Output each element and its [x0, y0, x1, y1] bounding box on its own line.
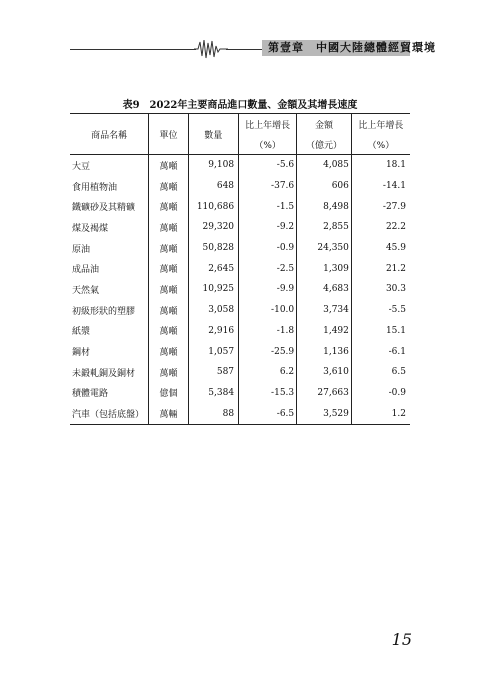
cell-unit: 萬噸 — [149, 279, 188, 300]
cell-amount: 3,610 — [297, 362, 352, 383]
cell-growth-qty: -1.8 — [239, 321, 297, 342]
cell-growth-amt: 30.3 — [351, 279, 410, 300]
header-growth-qty-unit: （%） — [239, 134, 297, 155]
table-row — [70, 321, 410, 342]
cell-growth-qty: -37.6 — [239, 176, 297, 197]
table-row — [70, 383, 410, 404]
cell-unit: 萬噸 — [149, 176, 188, 197]
cell-growth-qty: 6.2 — [239, 362, 297, 383]
cell-quantity: 5,384 — [188, 383, 238, 404]
cell-quantity: 2,916 — [188, 321, 238, 342]
chapter-title: 第壹章 中國大陸總體經貿環境 — [262, 40, 410, 56]
table-row — [70, 217, 410, 238]
table-row — [70, 176, 410, 197]
cell-growth-qty: -10.0 — [239, 300, 297, 321]
cell-growth-amt: -5.5 — [351, 300, 410, 321]
cell-growth-amt: -27.9 — [351, 196, 410, 217]
import-table — [70, 113, 410, 425]
table-row — [70, 238, 410, 259]
cell-quantity: 110,686 — [188, 196, 238, 217]
cell-growth-amt: 6.5 — [351, 362, 410, 383]
table-row — [70, 196, 410, 217]
cell-growth-amt: 18.1 — [351, 155, 410, 176]
cell-name: 初級形狀的塑膠 — [72, 306, 136, 317]
table-caption: 表9 2022年主要商品進口數量、金額及其增長速度 — [122, 100, 358, 111]
cell-name: 紙漿 — [72, 327, 91, 338]
header-rule-left — [70, 49, 196, 50]
cell-growth-qty: -5.6 — [239, 155, 297, 176]
header-rule-right — [226, 49, 262, 50]
cell-amount: 24,350 — [297, 238, 352, 259]
cell-name: 未鍛軋銅及銅材 — [72, 368, 136, 379]
header-growth-qty: 比上年增長 — [239, 114, 297, 135]
cell-growth-amt: 15.1 — [351, 321, 410, 342]
cell-quantity: 50,828 — [188, 238, 238, 259]
cell-unit: 萬噸 — [149, 155, 188, 176]
cell-growth-qty: -1.5 — [239, 196, 297, 217]
cell-quantity: 9,108 — [188, 155, 238, 176]
cell-growth-qty: -6.5 — [239, 403, 297, 424]
cell-quantity: 29,320 — [188, 217, 238, 238]
cell-unit: 萬噸 — [149, 217, 188, 238]
cell-unit: 萬噸 — [149, 258, 188, 279]
header-growth-amt: 比上年增長 — [351, 114, 410, 135]
cell-quantity: 587 — [188, 362, 238, 383]
header-growth-amt-unit: （%） — [351, 134, 410, 155]
cell-growth-amt: 45.9 — [351, 238, 410, 259]
cell-unit: 萬噸 — [149, 196, 188, 217]
cell-name: 積體電路 — [72, 389, 109, 400]
table-row — [70, 279, 410, 300]
header-quantity: 數量 — [188, 114, 238, 155]
cell-amount: 8,498 — [297, 196, 352, 217]
table-body — [70, 155, 410, 425]
table-row — [70, 403, 410, 424]
cell-growth-amt: -6.1 — [351, 341, 410, 362]
cell-name: 原油 — [72, 244, 91, 255]
cell-amount: 4,683 — [297, 279, 352, 300]
cell-growth-qty: -15.3 — [239, 383, 297, 404]
header-unit: 單位 — [149, 114, 188, 155]
cell-growth-qty: -9.9 — [239, 279, 297, 300]
cell-growth-qty: -9.2 — [239, 217, 297, 238]
cell-amount: 4,085 — [297, 155, 352, 176]
cell-amount: 3,734 — [297, 300, 352, 321]
cell-quantity: 88 — [188, 403, 238, 424]
cell-name: 成品油 — [72, 265, 100, 276]
cell-amount: 1,492 — [297, 321, 352, 342]
cell-name: 鐵礦砂及其精礦 — [72, 203, 136, 214]
cell-growth-amt: 22.2 — [351, 217, 410, 238]
cell-amount: 2,855 — [297, 217, 352, 238]
cell-quantity: 2,645 — [188, 258, 238, 279]
table-row — [70, 341, 410, 362]
cell-name: 鋼材 — [72, 348, 91, 359]
cell-growth-qty: -2.5 — [239, 258, 297, 279]
cell-unit: 萬輛 — [149, 403, 188, 424]
cell-quantity: 648 — [188, 176, 238, 197]
cell-growth-amt: 21.2 — [351, 258, 410, 279]
header-amount-unit: （億元） — [297, 134, 352, 155]
cell-growth-amt: 1.2 — [351, 403, 410, 424]
cell-amount: 1,309 — [297, 258, 352, 279]
cell-unit: 億個 — [149, 383, 188, 404]
cell-name: 煤及褐煤 — [72, 223, 109, 234]
table-header-row — [70, 114, 410, 135]
heartbeat-wave-icon — [194, 38, 228, 60]
cell-quantity: 10,925 — [188, 279, 238, 300]
cell-unit: 萬噸 — [149, 362, 188, 383]
cell-amount: 606 — [297, 176, 352, 197]
header-name: 商品名稱 — [70, 114, 149, 155]
cell-name: 大豆 — [72, 161, 91, 172]
table-row — [70, 258, 410, 279]
cell-growth-qty: -25.9 — [239, 341, 297, 362]
cell-unit: 萬噸 — [149, 341, 188, 362]
cell-amount: 1,136 — [297, 341, 352, 362]
cell-growth-amt: -14.1 — [351, 176, 410, 197]
cell-quantity: 3,058 — [188, 300, 238, 321]
header-amount: 金額 — [297, 114, 352, 135]
cell-unit: 萬噸 — [149, 321, 188, 342]
cell-growth-amt: -0.9 — [351, 383, 410, 404]
cell-name: 天然氣 — [72, 285, 100, 296]
cell-name: 食用植物油 — [72, 182, 118, 193]
table-row — [70, 300, 410, 321]
page-number: 15 — [391, 630, 412, 649]
table-row — [70, 362, 410, 383]
cell-amount: 3,529 — [297, 403, 352, 424]
cell-growth-qty: -0.9 — [239, 238, 297, 259]
cell-quantity: 1,057 — [188, 341, 238, 362]
table-row — [70, 155, 410, 176]
cell-name: 汽車（包括底盤） — [72, 410, 145, 421]
cell-unit: 萬噸 — [149, 300, 188, 321]
cell-unit: 萬噸 — [149, 238, 188, 259]
cell-amount: 27,663 — [297, 383, 352, 404]
